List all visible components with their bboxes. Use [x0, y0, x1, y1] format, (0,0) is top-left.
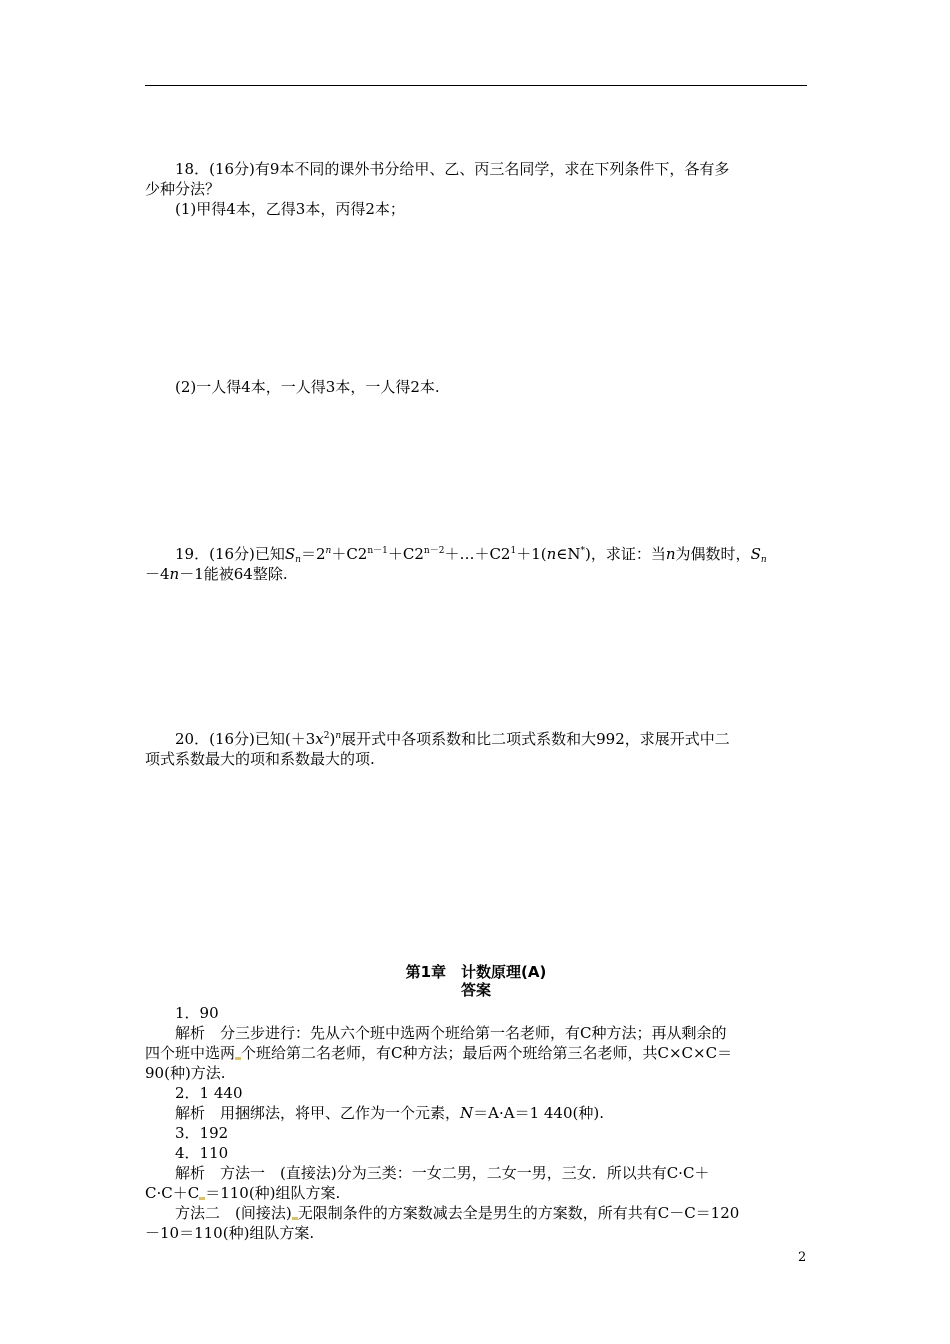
answer-1: 1．90 [175, 1004, 219, 1022]
answer-4-explanation-1: 解析 方法一 (直接法)分为三类：一女二男，二女一男，三女．所以共有C·C＋ [175, 1164, 710, 1182]
question-19-line-2: －4n－1能被64整除. [145, 565, 288, 583]
answer-3: 3．192 [175, 1124, 229, 1142]
answer-1-explanation-2: 四个班中选两 个班给第二名老师，有C种方法；最后两个班给第三名老师，共C×C×C＝ [145, 1044, 733, 1062]
answer-4-explanation-3: 方法二 (间接法) 无限制条件的方案数减去全是男生的方案数，所有共有C－C＝120 [175, 1204, 740, 1222]
question-20 [145, 729, 807, 769]
answer-4: 4．110 [175, 1144, 229, 1162]
answer-2: 2．1 440 [175, 1084, 243, 1102]
answer-1-explanation-1: 解析 分三步进行：先从六个班中选两个班给第一名老师，有C种方法；再从剩余的 [175, 1024, 727, 1042]
question-19-line-1: 19．(16分)已知$S_n=2^n+C2^{n-1}+C2^{n-2}+\dots+C2^1+1(n\in N^*)$，求证：当n为偶数时，$S_n$ [175, 545, 767, 565]
question-18-part-2-block [145, 377, 807, 397]
page-number: 2 [798, 1250, 807, 1265]
answers-section [145, 963, 807, 1243]
chapter-title: 第1章 计数原理(A) [405, 963, 547, 981]
answers-title: 答案 [460, 981, 491, 999]
answer-2-explanation: 解析 用捆绑法，将甲、乙作为一个元素，N＝A·A＝1 440(种). [175, 1104, 604, 1122]
answer-4-explanation-2: C·C＋C ＝110(种)组队方案. [145, 1184, 341, 1202]
question-18-line-2: 少种分法？ [145, 180, 221, 198]
question-18-part-2: (2)一人得4本，一人得3本，一人得2本. [175, 378, 440, 396]
question-20-line-2: 项式系数最大的项和系数最大的项. [145, 750, 375, 768]
question-18 [145, 159, 807, 219]
answer-4-explanation-4: －10＝110(种)组队方案. [145, 1224, 315, 1242]
question-19 [145, 544, 807, 584]
answer-1-explanation-3: 90(种)方法. [145, 1064, 226, 1082]
question-20-line-1: 20．(16分)已知$(+3x^2)^n$展开式中各项系数和比二项式系数和大992，求展开式中二 [175, 730, 730, 748]
question-18-line-1: 18．(16分)有9本不同的课外书分给甲、乙、丙三名同学，求在下列条件下，各有多 [175, 160, 730, 178]
question-18-part-1: (1)甲得4本，乙得3本，丙得2本； [175, 200, 405, 218]
header-rule [145, 85, 807, 86]
